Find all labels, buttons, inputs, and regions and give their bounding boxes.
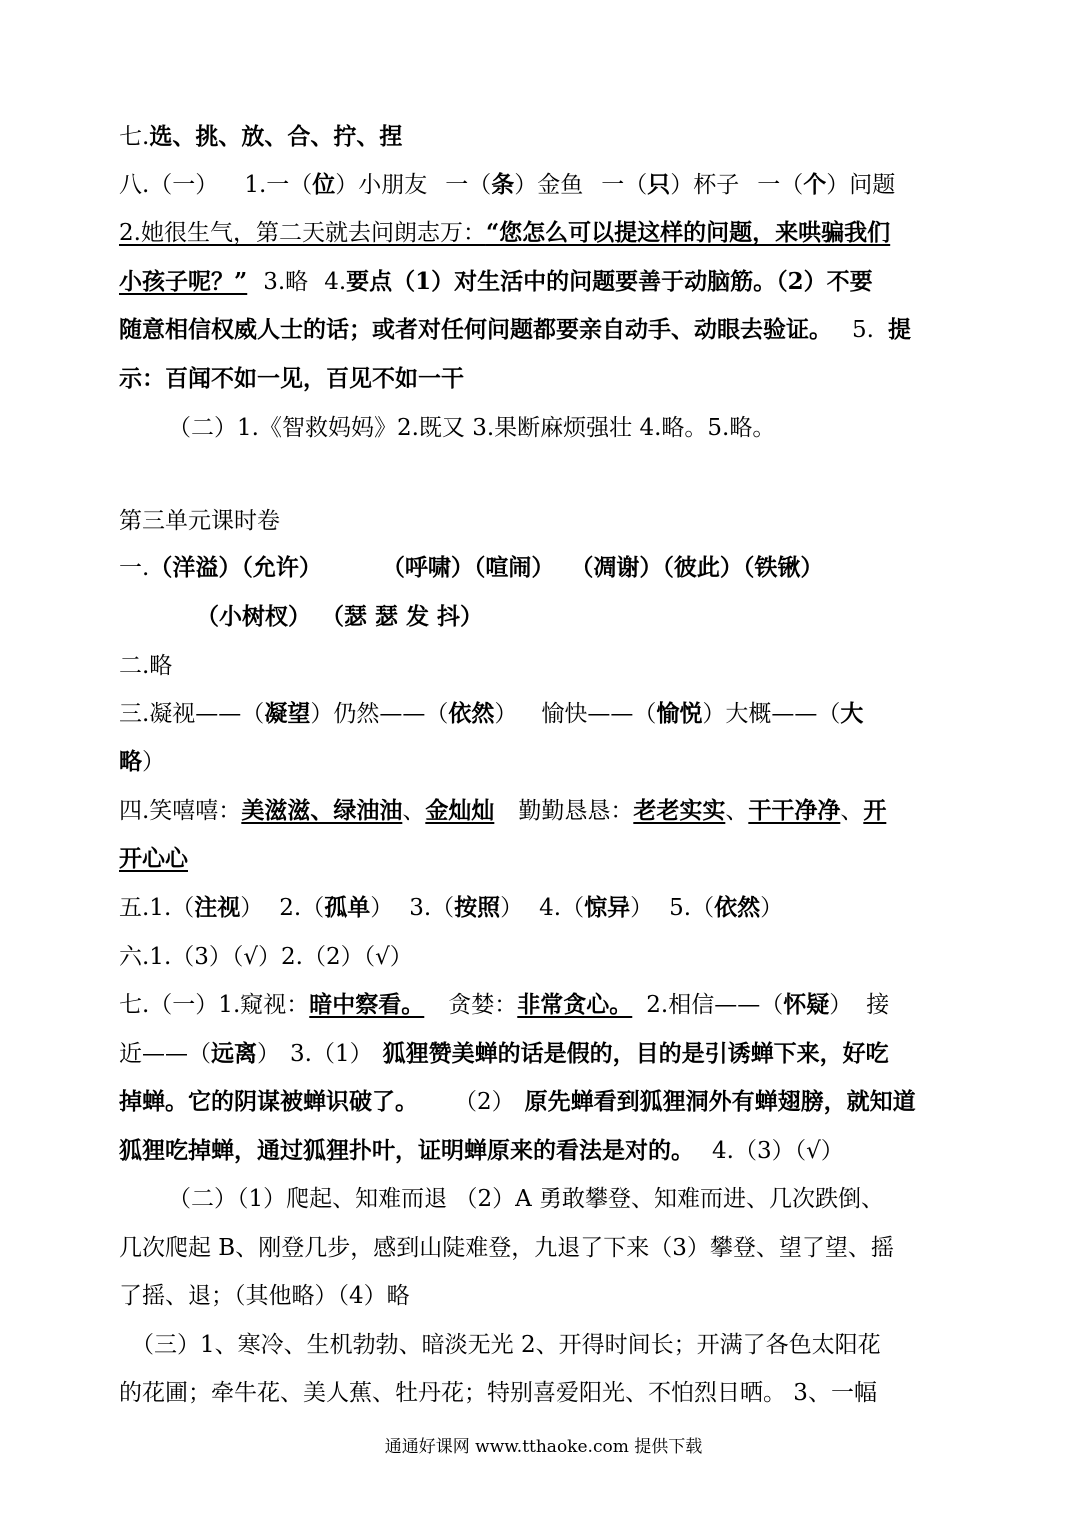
answer-word: 远离 bbox=[211, 1040, 257, 1067]
text: ） bbox=[370, 895, 394, 921]
underlined-text: 2.她很生气，第二天就去问朗志万： bbox=[119, 220, 486, 246]
unit3-q7-line-3 bbox=[119, 1087, 916, 1117]
text: 一（ bbox=[601, 172, 648, 198]
section-number: 一. bbox=[119, 555, 150, 581]
unit3-q7-line-4 bbox=[119, 1136, 844, 1166]
unit3-q7-part2-line-2 bbox=[119, 1233, 894, 1263]
answer-text: 原先蝉看到狐狸洞外有蝉翅膀，就知道 bbox=[524, 1088, 916, 1115]
answer-text: 要点（1）对生活中的问题要善于动脑筋。（2）不要 bbox=[346, 268, 873, 295]
answer-word: （呼啸） bbox=[381, 554, 474, 581]
text: 的花圃；牵牛花、美人蕉、牡丹花；特别喜爱阳光、不怕烈日晒。 3、一幅 bbox=[119, 1380, 877, 1406]
answer-word: （小树杈） bbox=[196, 603, 311, 630]
unit3-q7-part2-line-3 bbox=[119, 1281, 410, 1311]
unit3-q2 bbox=[119, 651, 172, 681]
section-number: 八.（一） bbox=[119, 172, 219, 198]
text: 接 bbox=[866, 992, 890, 1018]
text: ）问题 bbox=[826, 172, 896, 198]
underlined-text: “您怎么可以提这样的问题，来哄骗我们 bbox=[485, 219, 891, 246]
answer-word: 略 bbox=[119, 748, 142, 775]
text: 4. bbox=[324, 269, 347, 295]
unit3-q1-line-1 bbox=[119, 553, 823, 583]
answer-word: （彼此） bbox=[662, 554, 743, 581]
answer-word: 惊异 bbox=[584, 894, 631, 921]
underlined-answer: 金灿灿 bbox=[425, 797, 495, 824]
text: ） bbox=[829, 992, 853, 1018]
text: 5. bbox=[852, 317, 874, 343]
underlined-answer: 开心心 bbox=[119, 845, 188, 872]
answer-word: 依然 bbox=[714, 894, 761, 921]
answer-word: （允许） bbox=[241, 554, 322, 581]
text: ）杯子 bbox=[670, 172, 740, 198]
unit3-q7-part3-line-1 bbox=[131, 1330, 881, 1360]
answer-text: 狐狸吃掉蝉，通过狐狸扑叶，证明蝉原来的看法是对的。 bbox=[119, 1137, 694, 1164]
text: 了摇、退；（其他略）（4）略 bbox=[119, 1283, 410, 1309]
answer-word: （铁锹） bbox=[742, 554, 824, 581]
answer-line-8-6 bbox=[168, 413, 775, 443]
unit3-q6 bbox=[119, 942, 413, 972]
text: 、 bbox=[725, 798, 749, 824]
underlined-answer: 干干净净 bbox=[748, 797, 841, 824]
answer-text: 选、挑、放、合、拧、捏 bbox=[149, 123, 403, 150]
answer-word: 愉悦 bbox=[656, 700, 703, 727]
answer-line-7 bbox=[119, 122, 402, 152]
text: 4.（ bbox=[539, 895, 585, 921]
underlined-text: 小孩子呢？” bbox=[119, 268, 248, 295]
title-text: 第三单元课时卷 bbox=[119, 508, 280, 534]
text: 二.略 bbox=[119, 653, 173, 679]
text: 六.1.（3）（√）2.（2）（√） bbox=[119, 944, 413, 970]
text: 3.（ bbox=[409, 895, 455, 921]
unit3-q1-line-2 bbox=[196, 602, 483, 632]
unit3-q7-part2-line-1 bbox=[168, 1184, 884, 1214]
text: （三）1、寒冷、生机勃勃、暗淡无光 2、开得时间长；开满了各色太阳花 bbox=[131, 1332, 881, 1358]
answer-line-8-1 bbox=[119, 170, 895, 200]
answer-text: 示：百闻不如一见，百见不如一干 bbox=[119, 365, 464, 392]
text: 愉快——（ bbox=[541, 701, 657, 727]
text: ）金鱼 bbox=[514, 172, 584, 198]
underlined-answer: 老老实实 bbox=[633, 797, 726, 824]
unit3-q4-line-1 bbox=[119, 796, 886, 826]
text: 3.（1） bbox=[290, 1041, 373, 1067]
underlined-answer: 暗中察看。 bbox=[309, 991, 425, 1018]
unit3-q3-line-1 bbox=[119, 699, 863, 729]
answer-word: （喧闹） bbox=[473, 554, 555, 581]
section-title bbox=[119, 506, 280, 536]
section-number: 七. bbox=[119, 124, 150, 150]
footer-text: 通通好课网 www.tthaoke.com 提供下载 bbox=[384, 1437, 703, 1457]
text: 五.1.（ bbox=[119, 895, 195, 921]
text: 勤勤恳恳： bbox=[518, 798, 634, 824]
unit3-q3-line-2 bbox=[119, 747, 165, 777]
answer-word: （洋溢） bbox=[149, 554, 242, 581]
text: 2.（ bbox=[279, 895, 325, 921]
answer-text: 掉蝉。它的阴谋被蝉识破了。 bbox=[119, 1088, 418, 1115]
text: 、 bbox=[402, 798, 426, 824]
unit3-q7-part3-line-2 bbox=[119, 1378, 877, 1408]
answer-word: 只 bbox=[647, 171, 671, 198]
text: ） bbox=[500, 895, 524, 921]
answer-text: 狐狸赞美蝉的话是假的，目的是引诱蝉下来，好吃 bbox=[382, 1040, 889, 1067]
text: 5.（ bbox=[669, 895, 715, 921]
answer-word: 位 bbox=[312, 171, 336, 198]
text: 几次爬起 B、刚登几步，感到山陡难登，九退了下来（3）攀登、望了望、摇 bbox=[119, 1235, 894, 1261]
answer-line-8-3 bbox=[119, 267, 873, 297]
answer-word: （瑟 瑟 发 抖） bbox=[321, 603, 484, 630]
page-footer bbox=[0, 1436, 1087, 1458]
answer-word: 怀疑 bbox=[783, 991, 830, 1018]
text: （二）（1）爬起、知难而退 （2）A 勇敢攀登、知难而进、几次跌倒、 bbox=[168, 1186, 884, 1212]
unit3-q5 bbox=[119, 893, 783, 923]
text: ） bbox=[257, 1041, 280, 1067]
answer-line-8-4 bbox=[119, 315, 911, 345]
answer-text: 随意相信权威人士的话；或者对任何问题都要亲自动手、动眼去验证。 bbox=[119, 316, 832, 343]
text: ）大概——（ bbox=[702, 701, 841, 727]
answer-word: 大 bbox=[840, 700, 864, 727]
text: ） bbox=[240, 895, 264, 921]
underlined-answer: 美滋滋、绿油油 bbox=[241, 797, 403, 824]
text: ）小朋友 bbox=[335, 172, 428, 198]
text: 三.凝视——（ bbox=[119, 701, 265, 727]
unit3-q7-line-2 bbox=[119, 1039, 889, 1069]
text: 一（ bbox=[445, 172, 492, 198]
answer-word: 注视 bbox=[194, 894, 241, 921]
text: ） bbox=[142, 749, 165, 775]
text: 七.（一）1.窥视： bbox=[119, 992, 310, 1018]
text: 、 bbox=[840, 798, 864, 824]
answer-line-8-5 bbox=[119, 364, 464, 394]
answer-line-8-2 bbox=[119, 218, 890, 248]
text: 1.一（ bbox=[244, 172, 313, 198]
answer-word: 个 bbox=[803, 171, 827, 198]
text: 2.相信——（ bbox=[646, 992, 784, 1018]
text: （2） bbox=[454, 1089, 515, 1115]
text: ） bbox=[630, 895, 654, 921]
text: ）仍然——（ bbox=[310, 701, 449, 727]
underlined-answer: 非常贪心。 bbox=[517, 991, 633, 1018]
answer-word: 依然 bbox=[448, 700, 495, 727]
answer-word: 孤单 bbox=[324, 894, 371, 921]
text: 一（ bbox=[757, 172, 804, 198]
text: 四.笑嘻嘻： bbox=[119, 798, 242, 824]
text: 4.（3）（√） bbox=[712, 1138, 844, 1164]
underlined-answer: 开 bbox=[863, 797, 887, 824]
text: ） bbox=[760, 895, 784, 921]
answer-word: 按照 bbox=[454, 894, 501, 921]
text: 3.略 bbox=[263, 269, 309, 295]
text: ） bbox=[494, 701, 518, 727]
text: （二）1.《智救妈妈》2.既又 3.果断麻烦强壮 4.略。5.略。 bbox=[168, 415, 776, 441]
text: 近——（ bbox=[119, 1041, 211, 1067]
unit3-q7-line-1 bbox=[119, 990, 889, 1020]
answer-word: （凋谢） bbox=[570, 554, 663, 581]
answer-word: 凝望 bbox=[264, 700, 311, 727]
answer-text: 提 bbox=[887, 316, 911, 343]
answer-word: 条 bbox=[491, 171, 515, 198]
text: 贪婪： bbox=[448, 992, 518, 1018]
unit3-q4-line-2 bbox=[119, 844, 188, 874]
